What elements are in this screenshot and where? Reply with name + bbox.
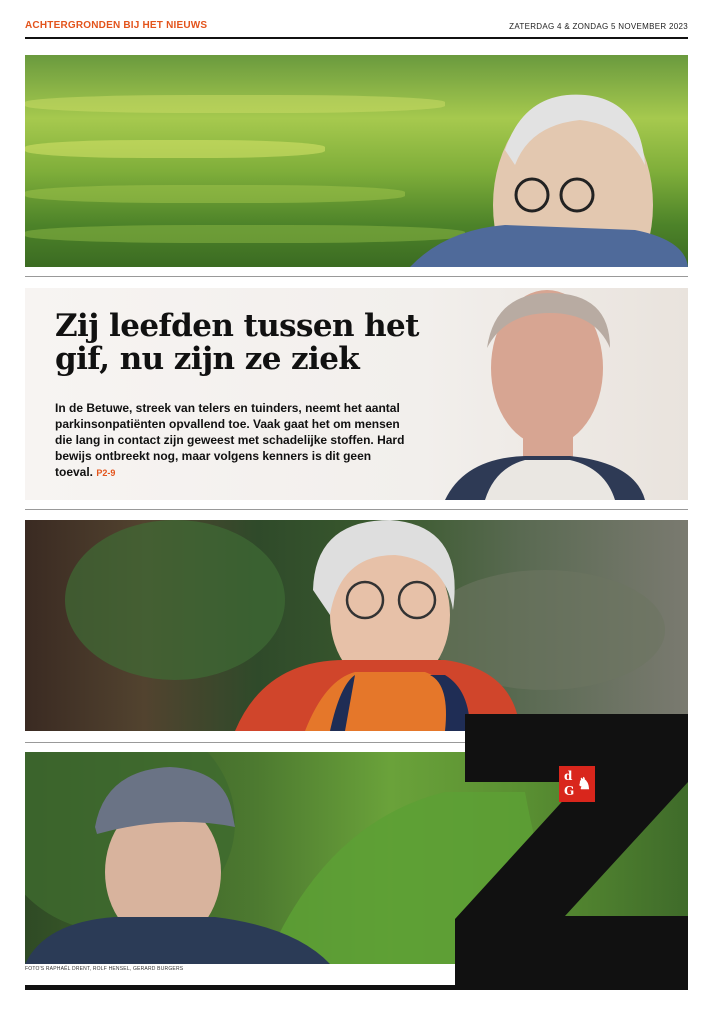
logo-letter-d: d bbox=[564, 769, 573, 783]
horse-icon: ♞ bbox=[577, 774, 592, 793]
issue-date: ZATERDAG 4 & ZONDAG 5 NOVEMBER 2023 bbox=[509, 22, 688, 31]
headline: Zij leefden tussen het gif, nu zijn ze ziek bbox=[55, 308, 419, 377]
divider bbox=[25, 509, 688, 510]
divider bbox=[25, 276, 688, 277]
photo-man-with-glasses bbox=[25, 55, 688, 267]
page-reference[interactable]: P2-9 bbox=[96, 468, 116, 478]
photo-credit: FOTO'S RAPHAËL DRENT, ROLF HENSEL, GERARD BURGERS bbox=[25, 966, 184, 972]
z-supplement-logo bbox=[455, 714, 688, 990]
logo-letter-g: G bbox=[564, 784, 575, 798]
lede-text: In de Betuwe, streek van telers en tuinders, neemt het aantal parkinsonpatiënten opvallend toe. Vaak gaat het om mensen die lang in contact zijn geweest met schadelijke stoffen. Hard bewijs ontbreekt nog, maar volgens kenners is dit geen toeval. bbox=[55, 401, 405, 479]
photo-woman-with-glasses bbox=[25, 520, 688, 731]
header-rule bbox=[25, 37, 688, 39]
dg-brand-logo bbox=[559, 766, 595, 802]
headline-panel bbox=[25, 288, 688, 500]
section-label: ACHTERGRONDEN BIJ HET NIEUWS bbox=[25, 20, 208, 31]
